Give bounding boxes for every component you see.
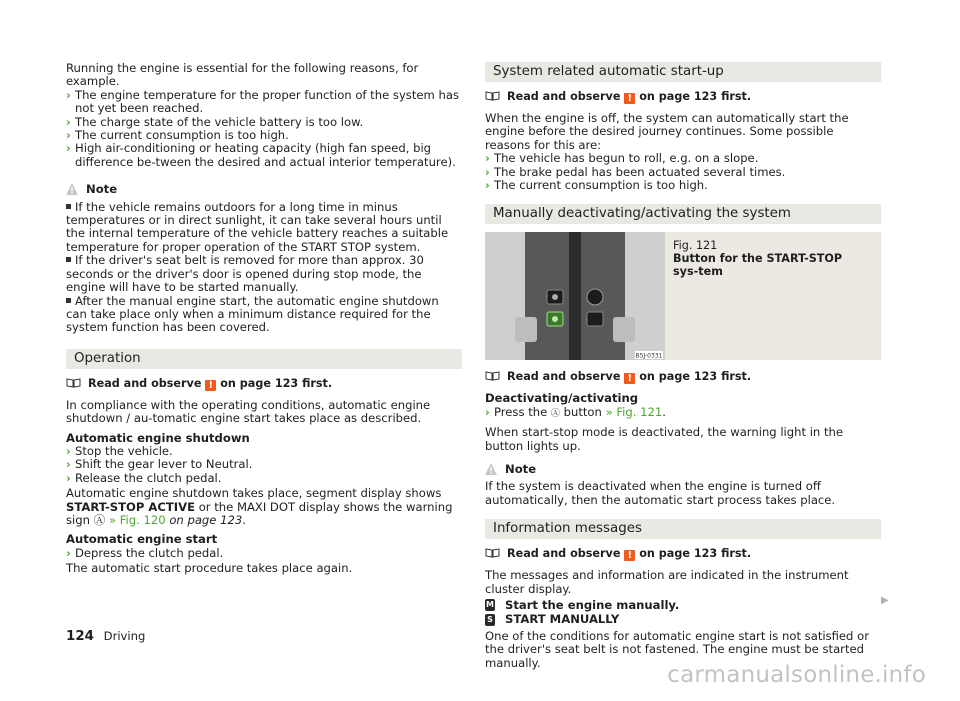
figure-code: B5J-0331 (635, 352, 663, 360)
final-text: One of the conditions for automatic engine start is not satisfied or the driver's seat belt is not fastened. The engine must be started manually. (485, 628, 869, 670)
page-number: 124 (66, 629, 94, 644)
list-item: › High air-conditioning or heating capacity (high fan speed, big difference be-tween the desired and actual interior temperature). (66, 141, 456, 169)
note-item: If the vehicle remains outdoors for a long time in minus temperatures or in direct sunlight, it can take several hours until the internal temperature of the vehicle battery reaches a suitable temperature for proper operation of the START STOP system. (66, 199, 449, 254)
message-row: M Start the engine manually. (486, 598, 680, 613)
note-heading: Note (485, 463, 881, 476)
info-text: The messages and information are indicated in the instrument cluster display. (485, 568, 849, 596)
list-item: › Press the Ⓐ button » Fig. 121. (485, 404, 666, 419)
book-icon (485, 371, 500, 381)
list-item: › The vehicle has begun to roll, e.g. on a slope. (485, 151, 759, 166)
read-observe-line: Read and observe ! on page 123 first. (485, 90, 881, 104)
list-item: › Stop the vehicle. (66, 443, 173, 458)
read-observe-line: Read and observe ! on page 123 first. (66, 377, 462, 391)
list-item: › The engine temperature for the proper function of the system has not yet been reached. (66, 87, 459, 116)
read-observe-line: Read and observe ! on page 123 first. (485, 547, 881, 561)
figure-121 (485, 232, 881, 360)
book-icon (485, 548, 500, 558)
list-item: › Shift the gear lever to Neutral. (66, 457, 253, 472)
section-heading-system-start: System related automatic start-up (485, 62, 881, 82)
watermark: carmanualsonline.info (667, 662, 926, 688)
read-observe-line: Read and observe ! on page 123 first. (485, 370, 881, 384)
section-heading-operation: Operation (66, 349, 462, 369)
deactivating-heading: Deactivating/activating (485, 391, 639, 406)
figure-link[interactable]: » Fig. 120 (108, 512, 166, 527)
system-text: When the engine is off, the system can automatically start the engine before the desired journey continues. Some possible reasons for this are: (485, 111, 849, 152)
reasons-list (66, 89, 462, 169)
section-heading-manual: Manually deactivating/activating the system (485, 204, 881, 224)
start-stop-symbol-icon: Ⓐ (550, 408, 560, 419)
compliance-text: In compliance with the operating conditions, automatic engine shutdown / au-tomatic engine start takes place as described. (66, 397, 431, 426)
info-icon (485, 463, 497, 475)
list-item: › The current consumption is too high. (66, 128, 289, 143)
maxi-dot-icon: S (485, 614, 495, 626)
list-item: › Release the clutch pedal. (66, 470, 222, 485)
warning-icon: ! (205, 380, 216, 391)
left-column (66, 62, 462, 576)
figure-caption: Fig. 121 Button for the START-STOP sys-tem (673, 239, 843, 279)
warning-icon: ! (624, 550, 635, 561)
note-list (66, 201, 462, 335)
section-heading-info: Information messages (485, 519, 881, 539)
book-icon (66, 378, 81, 388)
deactivating-text: When start-stop mode is deactivated, the warning light in the button lights up. (485, 425, 843, 453)
message-row: S START MANUALLY (485, 613, 881, 626)
warning-icon: ! (624, 93, 635, 104)
list-item: › The current consumption is too high. (485, 178, 708, 193)
warning-icon: ! (624, 373, 635, 384)
list-item: › Depress the clutch pedal. (66, 545, 224, 560)
shutdown-heading: Automatic engine shutdown (66, 430, 250, 445)
book-icon (485, 91, 500, 101)
figure-link[interactable]: » Fig. 121 (605, 404, 663, 419)
note-item: After the manual engine start, the automatic engine shutdown can take place only when a minimum distance required for the system function has been covered. (66, 293, 439, 335)
list-item: › The brake pedal has been actuated several times. (485, 164, 786, 179)
shutdown-steps (66, 445, 462, 485)
start-heading: Automatic engine start (66, 532, 218, 547)
section-label: Driving (103, 629, 146, 643)
info-icon (66, 183, 78, 195)
shutdown-text: Automatic engine shutdown takes place, segment display shows START-STOP ACTIVE or the MAXI DOT display shows the warning sign Ⓐ » Fig. 120 on page 123. (66, 486, 453, 527)
note-heading: Note (66, 183, 462, 196)
continue-arrow-icon: ▶ (881, 595, 889, 606)
note-text: If the system is deactivated when the engine is turned off automatically, then the automatic start process takes place. (485, 479, 836, 507)
list-item: › The charge state of the vehicle battery is too low. (66, 114, 364, 129)
note-item: If the driver's seat belt is removed for more than approx. 30 seconds or the driver's door is opened during stop mode, the engine will have to be started manually. (66, 253, 424, 295)
right-column (485, 62, 881, 670)
system-reasons (485, 152, 881, 192)
segment-display-icon: M (486, 600, 494, 610)
start-stop-button-photo (485, 232, 665, 360)
intro-text: Running the engine is essential for the following reasons, for example. (66, 61, 419, 89)
start-text: The automatic start procedure takes place again. (66, 561, 353, 576)
page-footer (66, 630, 145, 643)
stop-symbol-icon: Ⓐ (93, 512, 106, 527)
